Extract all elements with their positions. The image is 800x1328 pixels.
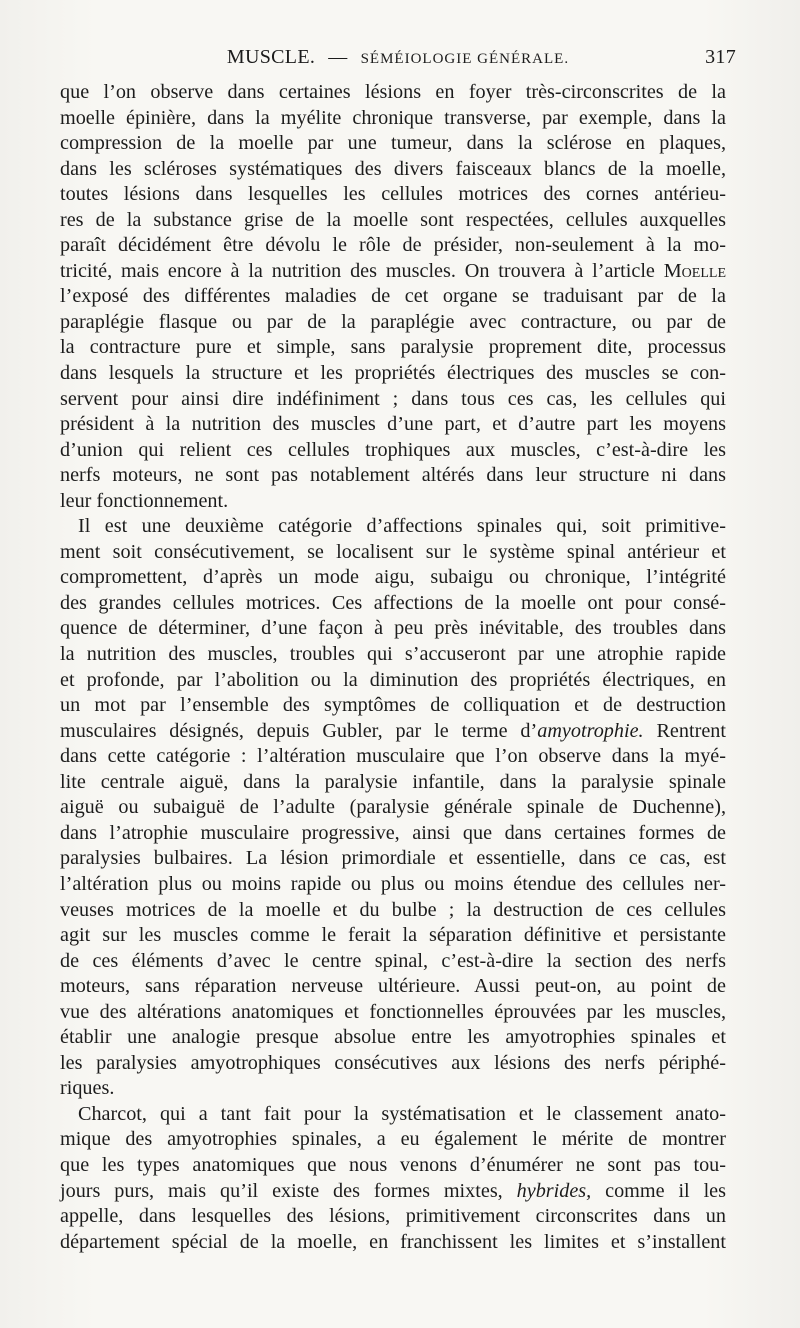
paragraph: [60, 80, 726, 514]
text-segment: musculaires désignés, depuis Gubler, par le terme d’: [60, 719, 538, 742]
text-line: mique des amyotrophies spinales, a eu également le mérite de montrer: [60, 1128, 726, 1151]
text-line: la contracture pure et simple, sans paralysie proprement dite, processus: [60, 336, 726, 359]
title-separator: —: [328, 47, 348, 68]
text-line: toutes lésions dans lesquelles les cellules motrices des cornes antérieu-: [60, 183, 726, 206]
italic-term: hybrides,: [516, 1179, 592, 1202]
text-segment: Rentrent: [643, 719, 726, 742]
text-line: de ces éléments d’avec le centre spinal, c’est-à-dire la section des nerfs: [60, 949, 726, 972]
running-head: [60, 46, 736, 74]
text-line: [60, 259, 726, 285]
text-line: res de la substance grise de la moelle sont respectées, cellules auxquelles: [60, 208, 726, 231]
text-line: Il est une deuxième catégorie d’affections spinales qui, soit primitive-: [78, 515, 726, 538]
text-line: l’altération plus ou moins rapide ou plus ou moins étendue des cellules ner-: [60, 872, 726, 895]
text-line: paraît décidément être dévolu le rôle de présider, non-seulement à la mo-: [60, 234, 726, 257]
text-line: département spécial de la moelle, en franchissent les limites et s’installent: [60, 1230, 726, 1253]
running-head-title: [60, 46, 736, 69]
text-line: riques.: [60, 1077, 115, 1100]
text-line: lite centrale aiguë, dans la paralysie infantile, dans la paralysie spinale: [60, 770, 726, 793]
text-line: la nutrition des muscles, troubles qui s’accuseront par une atrophie rapide: [60, 643, 726, 666]
text-line: moelle épinière, dans la myélite chronique transverse, par exemple, dans la: [60, 106, 726, 129]
paragraph: [60, 514, 726, 1102]
text-line: et profonde, par l’abolition ou la diminution des propriétés électriques, en: [60, 668, 726, 691]
section-title: MUSCLE.: [226, 46, 316, 68]
text-line: que les types anatomiques que nous venons d’énumérer ne sont pas tou-: [60, 1153, 726, 1176]
text-line: d’union qui relient ces cellules trophiques aux muscles, c’est-à-dire les: [60, 438, 726, 461]
text-segment: comme il les: [591, 1179, 726, 1202]
text-line: que l’on observe dans certaines lésions en foyer très-circonscrites de la: [60, 81, 726, 103]
text-line: dans l’atrophie musculaire progressive, ainsi que dans certaines formes de: [60, 821, 726, 844]
text-line: paralysies bulbaires. La lésion primordiale et essentielle, dans ce cas, est: [60, 847, 726, 870]
text-line: des grandes cellules motrices. Ces affections de la moelle ont pour consé-: [60, 591, 726, 614]
body-text: [60, 80, 726, 1255]
text-line: établir une analogie presque absolue entre les amyotrophies spinales et: [60, 1026, 726, 1049]
text-line: compression de la moelle par une tumeur, dans la sclérose en plaques,: [60, 132, 726, 155]
page-number: 317: [705, 46, 736, 68]
italic-term: amyotrophie.: [537, 719, 644, 742]
cross-reference: Moelle: [663, 259, 727, 282]
text-line: [60, 719, 726, 745]
text-line: [60, 1179, 726, 1205]
text-line: Charcot, qui a tant fait pour la systématisation et le classement anato-: [78, 1102, 726, 1125]
text-line: ment soit consécutivement, se localisent sur le système spinal antérieur et: [60, 540, 726, 563]
text-line: président à la nutrition des muscles d’une part, et d’autre part les moyens: [60, 413, 726, 436]
text-line: servent pour ainsi dire indéfiniment ; dans tous ces cas, les cellules qui: [60, 387, 726, 410]
text-line: aiguë ou subaiguë de l’adulte (paralysie générale spinale de Duchenne),: [60, 796, 726, 819]
text-line: veuses motrices de la moelle et du bulbe ; la destruction de ces cellules: [60, 898, 726, 921]
text-line: les paralysies amyotrophiques consécutives aux lésions des nerfs périphé-: [60, 1051, 726, 1074]
text-segment: jours purs, mais qu’il existe des formes mixtes,: [60, 1179, 503, 1202]
text-line: appelle, dans lesquelles des lésions, primitivement circonscrites dans un: [60, 1205, 726, 1228]
text-line: moteurs, sans réparation nerveuse ultérieure. Aussi peut-on, au point de: [60, 975, 726, 998]
text-line: dans cette catégorie : l’altération musculaire que l’on observe dans la myé-: [60, 745, 726, 768]
text-line: dans lesquels la structure et les propriétés électriques des muscles se con-: [60, 362, 726, 385]
section-subtitle: SÉMÉIOLOGIE GÉNÉRALE.: [360, 51, 570, 67]
text-line: leur fonctionnement.: [60, 489, 229, 512]
text-line: vue des altérations anatomiques et fonctionnelles éprouvées par les muscles,: [60, 1000, 726, 1023]
text-line: compromettent, d’après un mode aigu, subaigu ou chronique, l’intégrité: [60, 566, 726, 589]
text-line: agit sur les muscles comme le ferait la séparation définitive et persistante: [60, 924, 726, 947]
text-line: l’exposé des différentes maladies de cet organe se traduisant par de la: [60, 285, 726, 308]
paragraph: [60, 1102, 726, 1255]
text-line: quence de déterminer, d’une façon à peu près inévitable, des troubles dans: [60, 617, 726, 640]
text-line: paraplégie flasque ou par de la paraplégie avec contracture, ou par de: [60, 310, 726, 333]
text-segment: tricité, mais encore à la nutrition des muscles. On trouvera à l’article: [60, 259, 655, 282]
text-line: nerfs moteurs, ne sont pas notablement altérés dans leur structure ni dans: [60, 464, 726, 487]
text-line: dans les scléroses systématiques des divers faisceaux blancs de la moelle,: [60, 157, 726, 180]
text-line: un mot par l’ensemble des symptômes de colliquation et de destruction: [60, 694, 726, 717]
